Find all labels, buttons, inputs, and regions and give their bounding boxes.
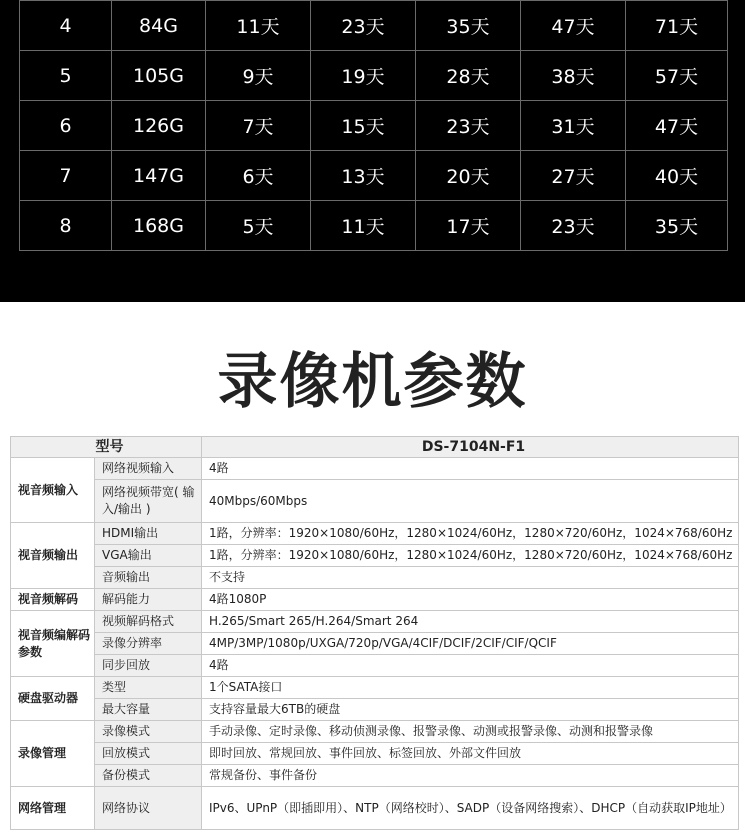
table-row (11, 721, 739, 743)
table-cell: 168G (112, 201, 206, 251)
table-row (11, 523, 739, 545)
spec-value: 4路 (202, 655, 739, 677)
spec-key: 音频输出 (95, 567, 202, 589)
category-av-decode: 视音频解码 (11, 589, 95, 611)
table-cell: 23天 (521, 201, 626, 251)
spec-table (10, 436, 739, 830)
table-cell: 9天 (206, 51, 311, 101)
spec-header-row (11, 437, 739, 458)
table-cell: 47天 (626, 101, 728, 151)
table-row (20, 201, 728, 251)
table-cell: 4 (20, 1, 112, 51)
table-cell: 84G (112, 1, 206, 51)
table-row (11, 611, 739, 633)
table-cell: 5天 (206, 201, 311, 251)
spec-key: 录像分辨率 (95, 633, 202, 655)
table-cell: 15天 (311, 101, 416, 151)
table-row (20, 101, 728, 151)
table-row (11, 458, 739, 480)
table-cell: 6天 (206, 151, 311, 201)
spec-key: 视频解码格式 (95, 611, 202, 633)
spec-key: VGA输出 (95, 545, 202, 567)
table-row (11, 787, 739, 830)
table-row (11, 699, 739, 721)
table-row (11, 655, 739, 677)
spec-value: IPv6、UPnP（即插即用）、NTP（网络校时）、SADP（设备网络搜索）、DHCP（自动获取IP地址） (202, 787, 739, 830)
table-cell: 8 (20, 201, 112, 251)
spec-value: 1路，分辨率：1920×1080/60Hz，1280×1024/60Hz，1280×720/60Hz，1024×768/60Hz (202, 523, 739, 545)
category-av-codec: 视音频编解码参数 (11, 611, 95, 677)
spec-key: 网络视频输入 (95, 458, 202, 480)
table-row (20, 1, 728, 51)
spec-value: 即时回放、常规回放、事件回放、标签回放、外部文件回放 (202, 743, 739, 765)
table-cell: 31天 (521, 101, 626, 151)
table-cell: 20天 (416, 151, 521, 201)
table-cell: 19天 (311, 51, 416, 101)
table-cell: 7 (20, 151, 112, 201)
spec-value: 40Mbps/60Mbps (202, 480, 739, 523)
table-row (20, 151, 728, 201)
spec-value: H.265/Smart 265/H.264/Smart 264 (202, 611, 739, 633)
spec-value: 4路1080P (202, 589, 739, 611)
spec-key: 网络视频带宽( 输入/输出 ) (95, 480, 202, 523)
spec-key: 类型 (95, 677, 202, 699)
spec-value: 1路，分辨率：1920×1080/60Hz，1280×1024/60Hz，1280×720/60Hz，1024×768/60Hz (202, 545, 739, 567)
spec-key: 最大容量 (95, 699, 202, 721)
spec-key: HDMI输出 (95, 523, 202, 545)
table-cell: 27天 (521, 151, 626, 201)
table-row (11, 545, 739, 567)
category-network: 网络管理 (11, 787, 95, 830)
table-cell: 7天 (206, 101, 311, 151)
spec-key: 录像模式 (95, 721, 202, 743)
section-title: 录像机参数 (217, 347, 528, 417)
table-row (11, 743, 739, 765)
table-cell: 23天 (311, 1, 416, 51)
table-row (11, 677, 739, 699)
table-cell: 105G (112, 51, 206, 101)
table-row (11, 765, 739, 787)
table-cell: 40天 (626, 151, 728, 201)
table-cell: 35天 (626, 201, 728, 251)
spec-value: 手动录像、定时录像、移动侦测录像、报警录像、动测或报警录像、动测和报警录像 (202, 721, 739, 743)
spec-key: 同步回放 (95, 655, 202, 677)
table-cell: 11天 (311, 201, 416, 251)
spec-value: 支持容量最大6TB的硬盘 (202, 699, 739, 721)
spec-value: 4MP/3MP/1080p/UXGA/720p/VGA/4CIF/DCIF/2CIF/CIF/QCIF (202, 633, 739, 655)
spec-key: 网络协议 (95, 787, 202, 830)
spec-value: 4路 (202, 458, 739, 480)
table-cell: 28天 (416, 51, 521, 101)
category-av-output: 视音频输出 (11, 523, 95, 589)
table-cell: 57天 (626, 51, 728, 101)
table-cell: 126G (112, 101, 206, 151)
spec-key: 解码能力 (95, 589, 202, 611)
table-cell: 17天 (416, 201, 521, 251)
storage-table-panel (0, 0, 745, 302)
table-cell: 5 (20, 51, 112, 101)
storage-days-table (19, 0, 728, 251)
table-row (11, 633, 739, 655)
spec-key: 备份模式 (95, 765, 202, 787)
spec-value: 不支持 (202, 567, 739, 589)
table-cell: 38天 (521, 51, 626, 101)
table-row (11, 480, 739, 523)
table-cell: 23天 (416, 101, 521, 151)
spec-key: 回放模式 (95, 743, 202, 765)
table-cell: 47天 (521, 1, 626, 51)
table-cell: 11天 (206, 1, 311, 51)
table-cell: 71天 (626, 1, 728, 51)
table-row (20, 51, 728, 101)
table-row (11, 567, 739, 589)
model-label: 型号 (11, 437, 202, 458)
spec-value: 常规备份、事件备份 (202, 765, 739, 787)
model-value: DS-7104N-F1 (202, 437, 739, 458)
category-recording: 录像管理 (11, 721, 95, 787)
category-av-input: 视音频输入 (11, 458, 95, 523)
table-cell: 13天 (311, 151, 416, 201)
table-cell: 6 (20, 101, 112, 151)
spec-value: 1个SATA接口 (202, 677, 739, 699)
category-hdd: 硬盘驱动器 (11, 677, 95, 721)
table-cell: 147G (112, 151, 206, 201)
table-row (11, 589, 739, 611)
table-cell: 35天 (416, 1, 521, 51)
